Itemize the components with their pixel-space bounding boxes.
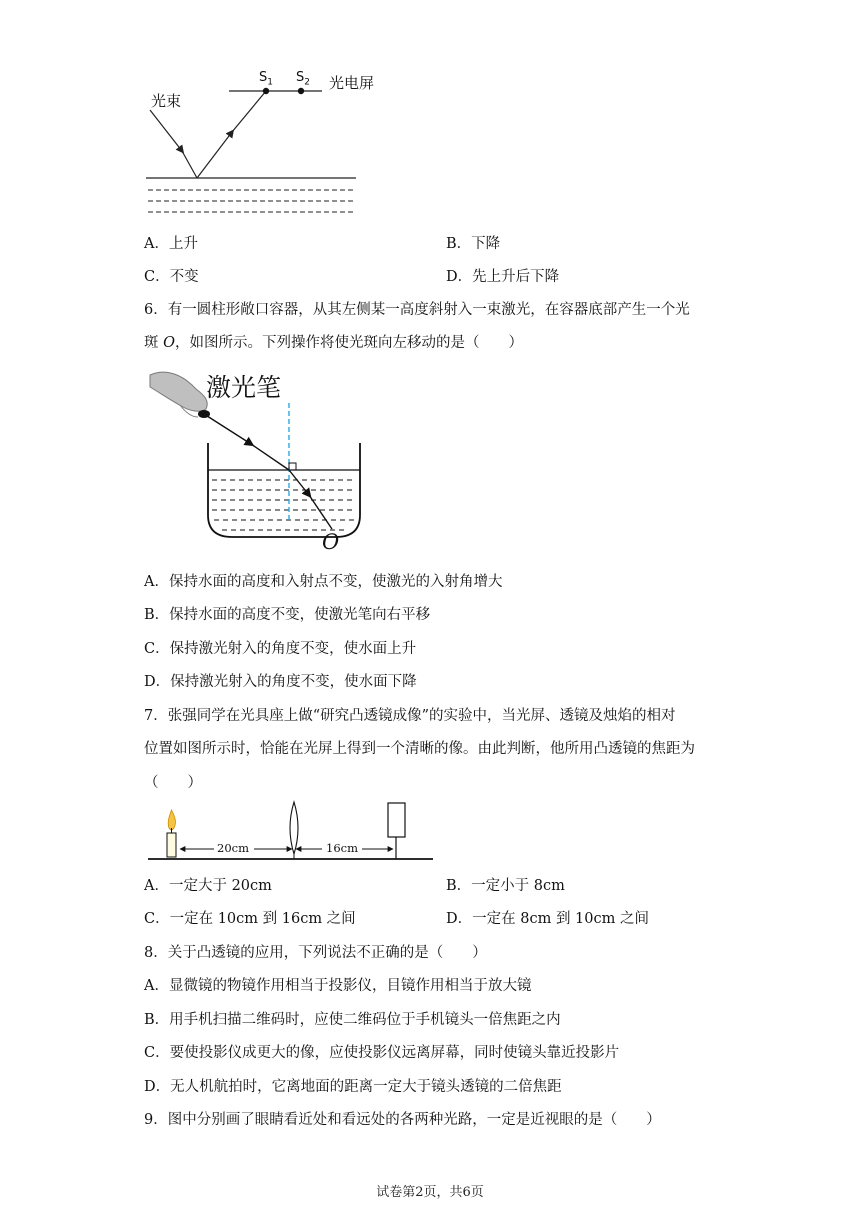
q8-option-a[interactable]: A．显微镜的物镜作用相当于投影仪，目镜作用相当于放大镜 (144, 978, 532, 994)
spot-o-label: O (322, 530, 340, 554)
q7-stem-line1: 7．张强同学在光具座上做“研究凸透镜成像”的实验中，当光屏、透镜及烛焰的相对 (144, 708, 676, 724)
distance-20cm-label: 20cm (217, 841, 249, 855)
q6-option-d[interactable]: D．保持激光射入的角度不变，使水面下降 (144, 674, 417, 690)
q5-option-d[interactable]: D．先上升后下降 (446, 269, 560, 285)
s1-label: $S_1$ (259, 70, 273, 88)
q5-option-b[interactable]: B．下降 (446, 236, 501, 252)
distance-16cm-label: 16cm (326, 841, 358, 855)
reflection-diagram (0, 0, 860, 230)
q8-stem: 8．关于凸透镜的应用，下列说法不正确的是（ ） (144, 945, 487, 961)
q6-option-c[interactable]: C．保持激光射入的角度不变，使水面上升 (144, 641, 417, 657)
q5-option-a[interactable]: A．上升 (144, 236, 198, 252)
q7-stem-line3: （ ） (144, 775, 202, 791)
laser-diagram (0, 355, 860, 555)
q5-option-c[interactable]: C．不变 (144, 269, 199, 285)
beam-label: 光束 (151, 92, 182, 110)
q9-stem: 9．图中分别画了眼睛看近处和看远处的各两种光路，一定是近视眼的是（ ） (144, 1112, 661, 1128)
q7-option-b[interactable]: B．一定小于 8cm (446, 878, 565, 894)
q6-option-a[interactable]: A．保持水面的高度和入射点不变，使激光的入射角增大 (144, 574, 503, 590)
q8-option-c[interactable]: C．要使投影仪成更大的像，应使投影仪远离屏幕，同时使镜头靠近投影片 (144, 1045, 620, 1061)
page-footer: 试卷第2页，共6页 (376, 1185, 484, 1200)
q6-stem-line2: 斑 O，如图所示。下列操作将使光斑向左移动的是（ ） (144, 335, 523, 351)
q7-stem-line2: 位置如图所示时，恰能在光屏上得到一个清晰的像。由此判断，他所用凸透镜的焦距为 (144, 741, 695, 757)
screen-label: 光电屏 (329, 74, 375, 92)
s2-label: $S_2$ (296, 70, 310, 88)
q8-option-b[interactable]: B．用手机扫描二维码时，应使二维码位于手机镜头一倍焦距之内 (144, 1012, 561, 1028)
q8-option-d[interactable]: D．无人机航拍时，它离地面的距离一定大于镜头透镜的二倍焦距 (144, 1079, 562, 1095)
q7-option-d[interactable]: D．一定在 8cm 到 10cm 之间 (446, 911, 649, 927)
q7-option-a[interactable]: A．一定大于 20cm (144, 878, 272, 894)
q7-option-c[interactable]: C．一定在 10cm 到 16cm 之间 (144, 911, 356, 927)
optical-bench-diagram (0, 800, 860, 870)
q6-stem-line1: 6．有一圆柱形敞口容器，从其左侧某一高度斜射入一束激光，在容器底部产生一个光 (144, 302, 690, 318)
q6-option-b[interactable]: B．保持水面的高度不变，使激光笔向右平移 (144, 607, 431, 623)
laser-pen-label: 激光笔 (206, 373, 282, 402)
